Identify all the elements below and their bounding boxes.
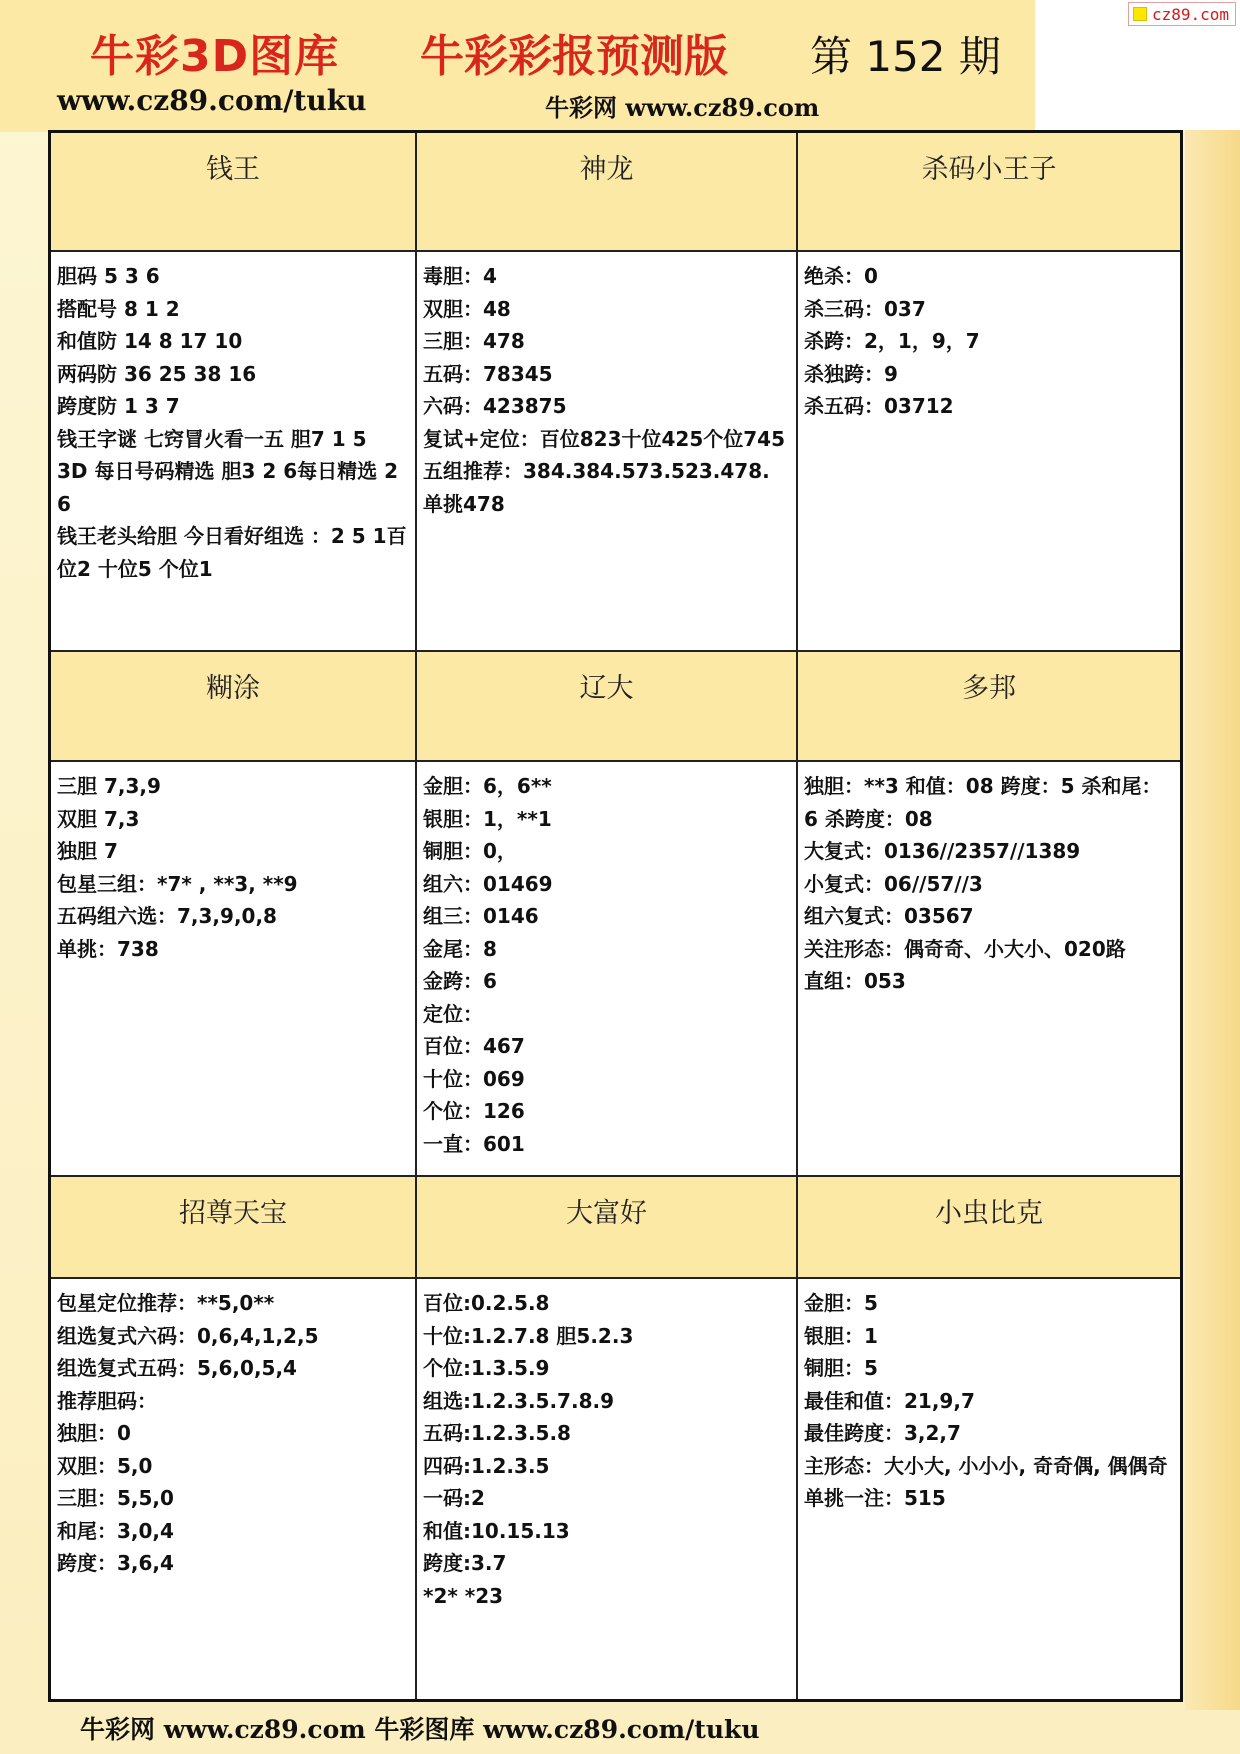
prediction-line: 三胆 7,3,9	[57, 774, 161, 798]
prediction-line: 两码防 36 25 38 16	[57, 361, 257, 386]
prediction-line: 搭配号 8 1 2	[57, 296, 180, 321]
section-title: 辽大	[417, 652, 798, 762]
prediction-line: 十位：069	[423, 1066, 525, 1091]
prediction-line: 独胆 7	[57, 839, 118, 863]
prediction-line: 和值防 14 8 17 10	[57, 329, 243, 353]
prediction-line: 毒胆：4	[423, 264, 497, 288]
prediction-line: 一码:2	[423, 1486, 485, 1510]
prediction-line: 百位:0.2.5.8	[423, 1291, 550, 1315]
prediction-line: 单挑一注：515	[804, 1486, 946, 1510]
prediction-line: 双胆 7,3	[57, 806, 140, 831]
prediction-line: 百位：467	[423, 1034, 525, 1058]
prediction-line: 金胆：6，6**	[423, 774, 552, 798]
prediction-line: 跨度:3.7	[423, 1551, 507, 1575]
prediction-line: 六码：423875	[423, 394, 567, 418]
prediction-line: 钱王老头给胆 今日看好组选 ：2 5 1百位2 十位5 个位1	[57, 524, 407, 581]
prediction-line: 五码:1.2.3.5.8	[423, 1421, 571, 1445]
prediction-line: 组选:1.2.3.5.7.8.9	[423, 1388, 614, 1413]
prediction-line: 推荐胆码：	[57, 1388, 157, 1413]
section-title: 杀码小王子	[798, 133, 1180, 252]
prediction-line: 单挑：738	[57, 936, 159, 961]
prediction-line: 和值:10.15.13	[423, 1518, 570, 1543]
prediction-line: 主形态：大小大, 小小小, 奇奇偶, 偶偶奇	[804, 1453, 1168, 1478]
prediction-line: 铜胆：0，	[423, 839, 517, 863]
prediction-line: 和尾：3,0,4	[57, 1518, 174, 1543]
prediction-line: 包星三组：*7* , **3, **9	[57, 871, 298, 896]
prediction-line: 金尾：8	[423, 936, 497, 961]
section-body	[51, 1279, 417, 1699]
prediction-line: 金跨：6	[423, 969, 497, 993]
prediction-line: 铜胆：5	[804, 1356, 878, 1380]
prediction-line: 包星定位推荐：**5,0**	[57, 1291, 275, 1315]
site-title: 牛彩3D图库	[90, 31, 340, 82]
section-title: 小虫比克	[798, 1177, 1180, 1279]
prediction-line: 杀五码：03712	[804, 394, 954, 418]
prediction-line: 组六：01469	[423, 871, 553, 896]
prediction-line: 3D 每日号码精选 胆3 2 6每日精选 2 6	[57, 459, 398, 516]
prediction-line: 跨度防 1 3 7	[57, 394, 180, 418]
prediction-grid	[51, 133, 1180, 1699]
prediction-line: 四码:1.2.3.5	[423, 1453, 550, 1478]
prediction-line: 胆码 5 3 6	[57, 264, 160, 288]
prediction-line: 关注形态：偶奇奇、小大小、020路	[804, 936, 1126, 961]
prediction-line: 组六复式：03567	[804, 904, 974, 928]
section-title: 糊涂	[51, 652, 417, 762]
prediction-line: 组选复式五码：5,6,0,5,4	[57, 1356, 297, 1380]
watermark-area	[1035, 0, 1240, 130]
site-url: 牛彩网 www.cz89.com	[545, 93, 820, 122]
prediction-line: 一直：601	[423, 1131, 525, 1156]
prediction-line: 个位:1.3.5.9	[423, 1356, 550, 1380]
prediction-line: *2* *23	[423, 1583, 504, 1608]
section-body	[51, 762, 417, 1177]
prediction-table	[48, 130, 1183, 1702]
prediction-line: 金胆：5	[804, 1291, 878, 1315]
prediction-line: 复试+定位：百位823十位425个位745	[423, 426, 786, 451]
prediction-line: 跨度：3,6,4	[57, 1551, 174, 1575]
watermark-text: cz89.com	[1151, 4, 1229, 24]
issue-number: 第 152 期	[810, 32, 1001, 81]
right-decoration-bar	[1185, 130, 1240, 1710]
yellow-square-icon	[1133, 7, 1147, 21]
prediction-line: 钱王字谜 七窍冒火看一五 胆7 1 5	[57, 426, 367, 451]
prediction-line: 组三：0146	[423, 904, 539, 928]
section-title: 钱王	[51, 133, 417, 252]
prediction-line: 十位:1.2.7.8 胆5.2.3	[423, 1323, 634, 1348]
section-body	[417, 762, 798, 1177]
prediction-line: 银胆：1	[804, 1323, 878, 1348]
prediction-line: 最佳跨度：3,2,7	[804, 1421, 961, 1445]
section-title: 多邦	[798, 652, 1180, 762]
prediction-line: 独胆：**3 和值：08 跨度：5 杀和尾：6 杀跨度：08	[804, 774, 1162, 831]
prediction-line: 绝杀：0	[804, 264, 878, 288]
edition-title: 牛彩彩报预测版	[420, 31, 728, 82]
watermark-badge	[1128, 2, 1236, 26]
prediction-line: 杀独跨：9	[804, 361, 898, 386]
prediction-line: 双胆：5,0	[57, 1453, 153, 1478]
tuku-url: www.cz89.com/tuku	[57, 84, 367, 117]
prediction-line: 杀三码：037	[804, 296, 926, 321]
footer-links: 牛彩网 www.cz89.com 牛彩图库 www.cz89.com/tuku	[80, 1715, 760, 1744]
section-body	[798, 762, 1180, 1177]
section-title: 神龙	[417, 133, 798, 252]
prediction-line: 个位：126	[423, 1099, 525, 1123]
prediction-line: 定位：	[423, 1001, 483, 1026]
prediction-line: 杀跨：2，1，9，7	[804, 329, 980, 353]
prediction-line: 独胆：0	[57, 1421, 131, 1445]
section-title: 大富好	[417, 1177, 798, 1279]
prediction-line: 直组：053	[804, 969, 906, 993]
prediction-line: 组选复式六码：0,6,4,1,2,5	[57, 1323, 319, 1348]
prediction-line: 三胆：5,5,0	[57, 1486, 174, 1510]
prediction-line: 单挑478	[423, 491, 505, 516]
prediction-line: 银胆：1，**1	[423, 806, 552, 831]
prediction-line: 小复式：06//57//3	[804, 871, 983, 896]
prediction-line: 五码组六选：7,3,9,0,8	[57, 904, 277, 928]
prediction-line: 大复式：0136//2357//1389	[804, 839, 1081, 863]
prediction-line: 三胆：478	[423, 329, 525, 353]
prediction-line: 双胆：48	[423, 296, 511, 321]
prediction-line: 五组推荐：384.384.573.523.478.	[423, 459, 770, 483]
section-body	[51, 252, 417, 652]
section-title: 招尊天宝	[51, 1177, 417, 1279]
header-banner	[0, 0, 1035, 132]
section-body	[798, 252, 1180, 652]
section-body	[417, 252, 798, 652]
section-body	[417, 1279, 798, 1699]
section-body	[798, 1279, 1180, 1699]
prediction-line: 最佳和值：21,9,7	[804, 1388, 975, 1413]
prediction-line: 五码：78345	[423, 361, 553, 386]
